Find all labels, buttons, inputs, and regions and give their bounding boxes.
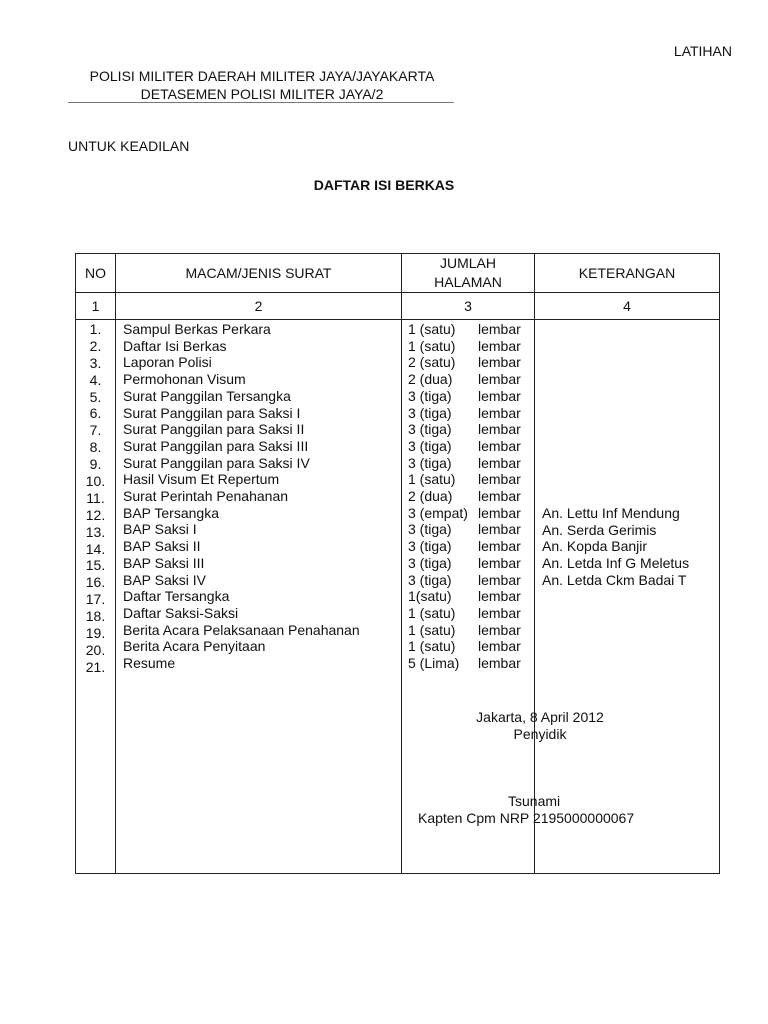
row-number: 7. xyxy=(89,422,102,439)
header-jenis: MACAM/JENIS SURAT xyxy=(116,254,402,293)
column-number: 3 xyxy=(402,293,535,320)
row-jumlah xyxy=(408,622,534,639)
row-number: 3. xyxy=(89,354,102,371)
row-jumlah-count: 2 (dua) xyxy=(408,488,453,505)
row-jumlah-count: 3 (tiga) xyxy=(408,454,452,471)
corner-label: LATIHAN xyxy=(673,43,732,59)
row-jumlah-unit: lembar xyxy=(478,488,521,505)
row-jumlah xyxy=(408,354,534,371)
row-jumlah-unit: lembar xyxy=(478,638,521,655)
row-jumlah-unit: lembar xyxy=(478,471,521,488)
signatory-name: Tsunami xyxy=(508,793,561,809)
column-number: 1 xyxy=(76,293,116,320)
signature-block xyxy=(418,793,634,827)
row-jumlah-count: 3 (tiga) xyxy=(408,387,452,404)
row-jenis: Daftar Tersangka xyxy=(123,588,230,605)
row-number: 10. xyxy=(85,473,106,490)
keterangan-entry: An. Letda Inf G Meletus xyxy=(542,555,690,572)
row-jumlah xyxy=(408,371,534,388)
place-date: Jakarta, 8 April 2012 xyxy=(476,709,604,725)
row-jumlah-unit: lembar xyxy=(478,604,521,621)
row-jumlah xyxy=(408,421,534,438)
row-jenis: Resume xyxy=(123,655,176,672)
table-header-row xyxy=(76,254,720,293)
row-jenis: Surat Panggilan para Saksi III xyxy=(123,437,309,454)
row-jenis: Daftar Isi Berkas xyxy=(123,337,227,354)
row-number: 11. xyxy=(86,489,105,506)
document-title: DAFTAR ISI BERKAS xyxy=(313,177,455,193)
motto: UNTUK KEADILAN xyxy=(68,138,190,154)
row-jumlah xyxy=(408,638,534,655)
row-jumlah xyxy=(408,438,534,455)
row-jumlah-count: 3 (tiga) xyxy=(408,571,452,588)
row-jenis: Hasil Visum Et Repertum xyxy=(123,471,280,488)
row-jumlah xyxy=(408,572,534,589)
row-number: 9. xyxy=(89,456,102,473)
letterhead xyxy=(68,67,456,103)
row-jumlah-count: 3 (tiga) xyxy=(408,554,452,571)
row-jumlah xyxy=(408,505,534,522)
keterangan-column xyxy=(535,320,720,874)
row-number: 18. xyxy=(85,608,106,625)
row-jumlah-count: 3 (tiga) xyxy=(408,521,452,538)
row-jumlah-count: 2 (dua) xyxy=(408,371,453,388)
row-jumlah-unit: lembar xyxy=(478,521,521,538)
jumlah-column xyxy=(402,320,535,874)
row-jenis: Berita Acara Penyitaan xyxy=(123,638,266,655)
row-jenis: Permohonan Visum xyxy=(123,371,246,388)
table-body-row xyxy=(76,320,720,874)
row-jumlah-count: 1 (satu) xyxy=(408,604,456,621)
row-jumlah-count: 1 (satu) xyxy=(408,321,456,337)
no-column xyxy=(76,320,116,874)
header-jumlah-line-1: JUMLAH xyxy=(439,255,496,271)
row-number: 5. xyxy=(89,388,102,405)
row-jumlah-unit: lembar xyxy=(478,571,521,588)
column-number: 4 xyxy=(535,293,720,320)
row-jumlah xyxy=(408,338,534,355)
row-number: 16. xyxy=(85,574,106,591)
signatory-role: Penyidik xyxy=(513,726,567,742)
row-jenis: Surat Perintah Penahanan xyxy=(123,488,289,505)
letterhead-underline xyxy=(68,102,454,103)
row-jumlah xyxy=(408,538,534,555)
row-jenis: BAP Saksi IV xyxy=(123,571,207,588)
row-number: 21. xyxy=(85,658,106,675)
row-jumlah-unit: lembar xyxy=(478,371,521,388)
row-jumlah-count: 2 (satu) xyxy=(408,354,456,371)
keterangan-entry: An. Letda Ckm Badai T xyxy=(542,571,687,588)
row-jumlah xyxy=(408,555,534,572)
row-jumlah xyxy=(408,471,534,488)
row-jumlah-unit: lembar xyxy=(478,504,521,521)
row-jumlah xyxy=(408,605,534,622)
row-jenis: Laporan Polisi xyxy=(123,354,212,371)
row-jumlah-count: 1(satu) xyxy=(408,588,452,605)
row-jenis: Berita Acara Pelaksanaan Penahanan xyxy=(123,621,360,638)
row-jumlah-unit: lembar xyxy=(478,387,521,404)
row-jumlah xyxy=(408,405,534,422)
row-number: 12. xyxy=(85,506,106,523)
row-jumlah-unit: lembar xyxy=(478,621,521,638)
header-no: NO xyxy=(76,254,116,293)
row-jumlah xyxy=(408,388,534,405)
row-number: 14. xyxy=(85,540,106,557)
row-jumlah-count: 3 (tiga) xyxy=(408,421,452,438)
row-number: 1. xyxy=(89,321,102,337)
row-jumlah-count: 5 (Lima) xyxy=(408,655,460,672)
row-jumlah-count: 1 (satu) xyxy=(408,337,456,354)
row-jumlah-count: 1 (satu) xyxy=(408,638,456,655)
signatory-rank-nrp: Kapten Cpm NRP 2195000000067 xyxy=(418,810,635,826)
row-jenis: Surat Panggilan para Saksi I xyxy=(123,404,301,421)
row-jumlah-unit: lembar xyxy=(478,337,521,354)
row-number: 13. xyxy=(85,523,106,540)
jenis-column xyxy=(116,320,402,874)
row-jenis: BAP Saksi III xyxy=(123,554,205,571)
row-jumlah xyxy=(408,321,534,338)
row-jumlah-unit: lembar xyxy=(478,655,521,672)
letterhead-line-2: DETASEMEN POLISI MILITER JAYA/2 xyxy=(140,86,384,102)
row-jenis: BAP Saksi II xyxy=(123,538,201,555)
row-jumlah-unit: lembar xyxy=(478,321,521,337)
row-jenis: BAP Tersangka xyxy=(123,504,219,521)
row-jumlah xyxy=(408,655,534,672)
row-number: 8. xyxy=(89,439,102,456)
header-jumlah xyxy=(402,254,535,293)
row-jumlah-unit: lembar xyxy=(478,538,521,555)
row-number: 19. xyxy=(85,625,106,642)
row-jumlah-count: 3 (tiga) xyxy=(408,404,452,421)
row-jenis: BAP Saksi I xyxy=(123,521,197,538)
row-jumlah-count: 3 (tiga) xyxy=(408,538,452,555)
row-jumlah-unit: lembar xyxy=(478,588,521,605)
row-jumlah-count: 1 (satu) xyxy=(408,471,456,488)
row-jumlah-unit: lembar xyxy=(478,354,521,371)
header-jumlah-line-2: HALAMAN xyxy=(434,274,502,290)
row-number: 2. xyxy=(89,337,102,354)
column-number-row xyxy=(76,293,720,320)
row-jumlah-count: 3 (tiga) xyxy=(408,437,452,454)
row-jenis: Sampul Berkas Perkara xyxy=(123,321,271,337)
row-number: 20. xyxy=(85,641,106,658)
row-jumlah xyxy=(408,588,534,605)
row-jenis: Surat Panggilan para Saksi II xyxy=(123,421,305,438)
row-jenis: Surat Panggilan Tersangka xyxy=(123,387,291,404)
row-jumlah-unit: lembar xyxy=(478,437,521,454)
row-number: 6. xyxy=(89,405,102,422)
row-jumlah-unit: lembar xyxy=(478,404,521,421)
row-jumlah-count: 1 (satu) xyxy=(408,621,456,638)
row-jumlah xyxy=(408,455,534,472)
row-jenis: Daftar Saksi-Saksi xyxy=(123,604,239,621)
row-jumlah-unit: lembar xyxy=(478,554,521,571)
keterangan-entry: An. Kopda Banjir xyxy=(542,538,648,555)
letterhead-line-1: POLISI MILITER DAERAH MILITER JAYA/JAYAKARTA xyxy=(89,68,435,84)
row-number: 15. xyxy=(85,557,106,574)
row-jumlah-count: 3 (empat) xyxy=(408,504,468,521)
column-number: 2 xyxy=(116,293,402,320)
row-jumlah-unit: lembar xyxy=(478,421,521,438)
contents-table xyxy=(75,253,720,874)
keterangan-entry: An. Lettu Inf Mendung xyxy=(542,505,680,521)
row-number: 17. xyxy=(85,591,106,608)
row-jenis: Surat Panggilan para Saksi IV xyxy=(123,454,310,471)
keterangan-entry: An. Serda Gerimis xyxy=(542,521,657,538)
row-jumlah-unit: lembar xyxy=(478,454,521,471)
header-keterangan: KETERANGAN xyxy=(535,254,720,293)
row-jumlah xyxy=(408,521,534,538)
row-number: 4. xyxy=(89,371,102,388)
signature-place xyxy=(0,709,768,743)
row-jumlah xyxy=(408,488,534,505)
